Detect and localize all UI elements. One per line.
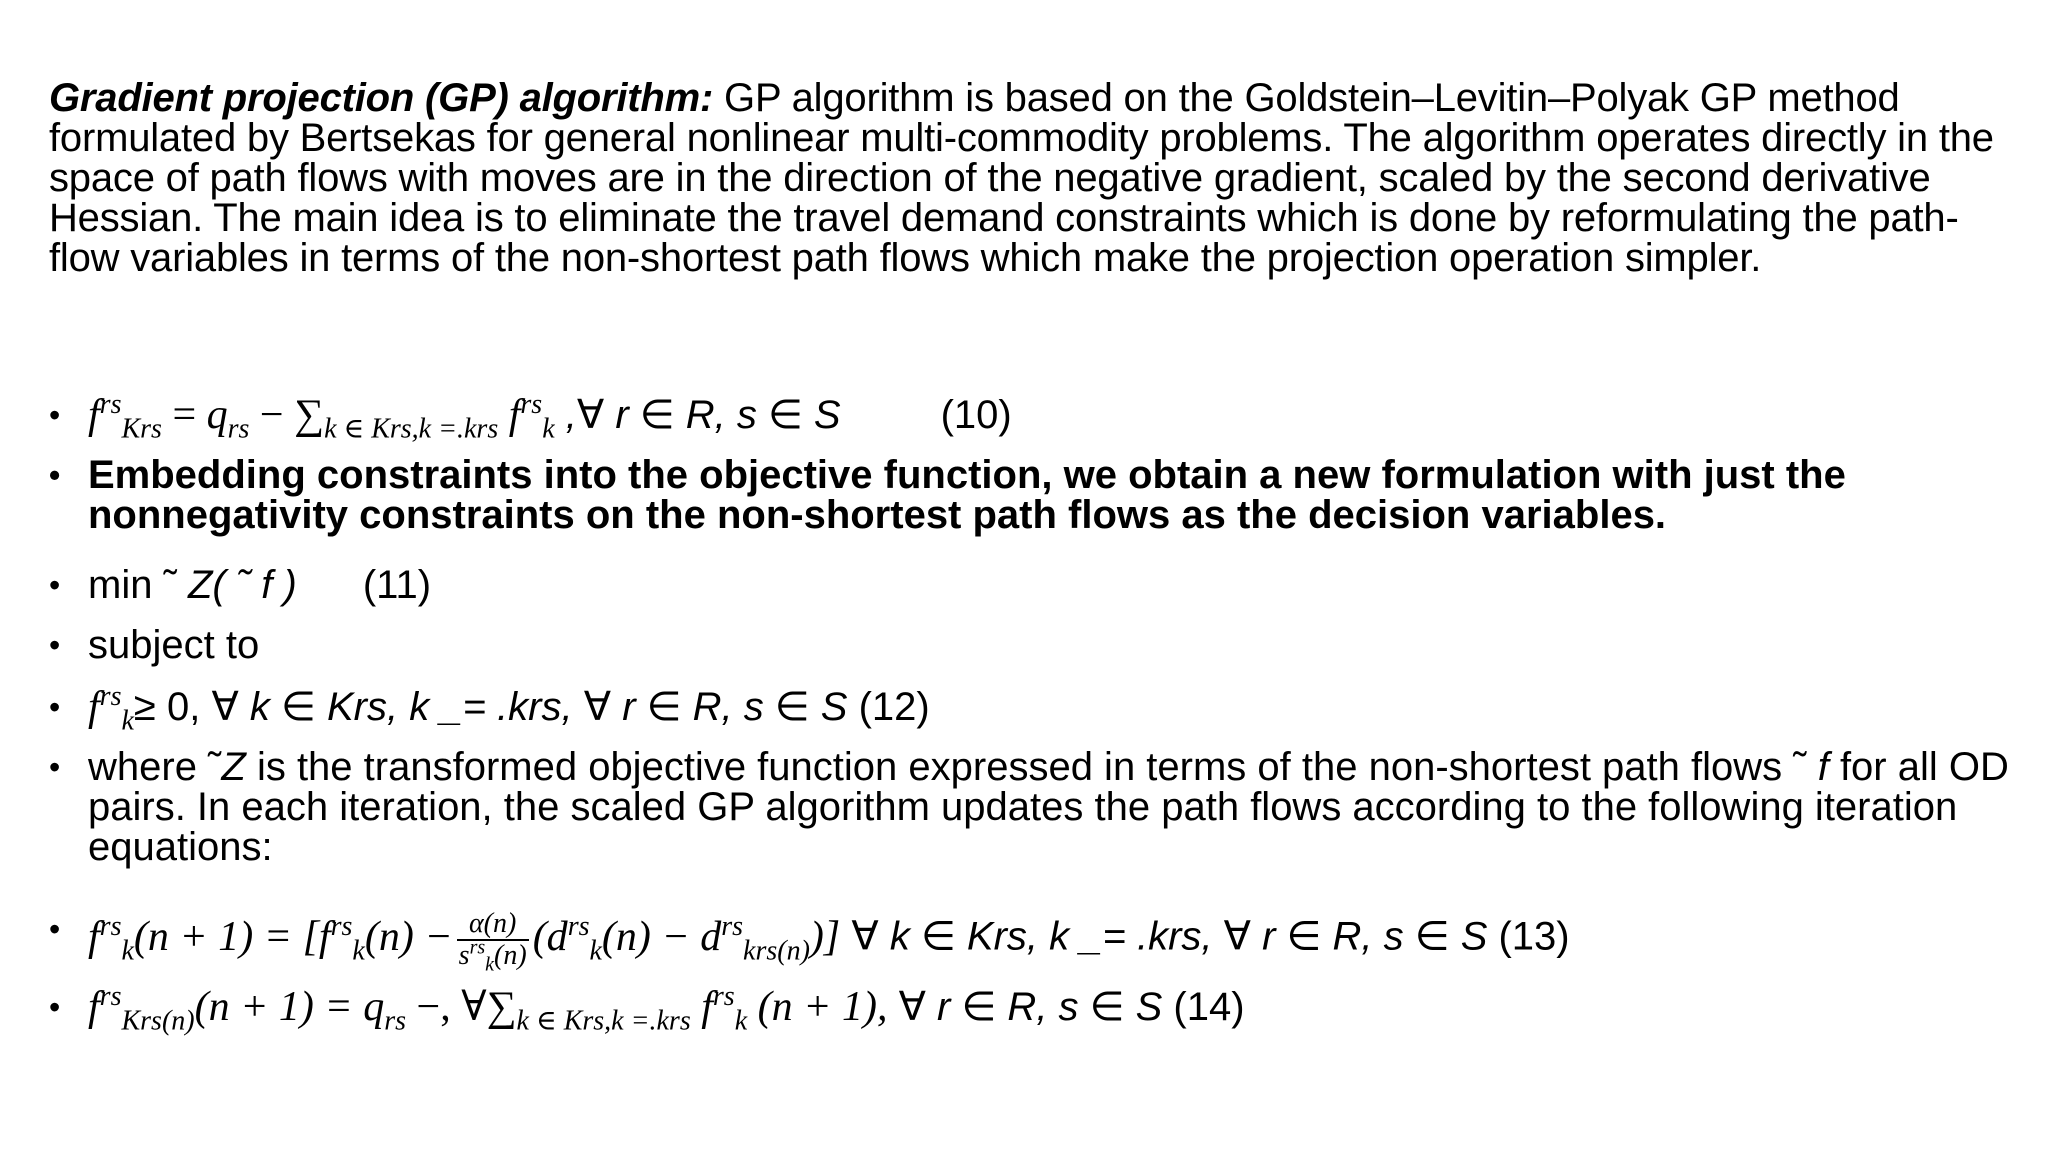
embedding-text: Embedding constraints into the objective function, we obtain a new formulation with just the nonnegativity constraints on the non-shortest path flows as the decision variables. <box>88 453 1846 537</box>
step-size-fraction: $\frac{\alpha(n)}{s^{rs}_k(n)}$ <box>458 908 527 976</box>
equation-13-condition: ∀ k ∈ Krs, k _= .krs, ∀ r ∈ R, s ∈ S <box>840 914 1488 959</box>
where-text-3: for all OD pairs. In each iteration, the scaled GP algorithm updates the path flows according to the following iteration equations: <box>88 745 2009 869</box>
bullet-dot: • <box>49 689 61 725</box>
equation-14-condition: ∀ r ∈ R, s ∈ S <box>887 985 1163 1029</box>
bullet-dot: • <box>49 397 61 433</box>
equation-11-number: (11) <box>362 563 432 607</box>
where-text-1: where ˜ <box>88 745 222 789</box>
subject-to-text: subject to <box>88 623 260 667</box>
where-text-2: is the transformed objective function expressed in terms of the non-shortest path flows ˜ <box>245 745 1818 789</box>
equation-11: Z( ˜ f ) <box>188 563 297 607</box>
bullet-subject-to <box>49 625 2009 665</box>
bullet-dot: • <box>49 567 61 603</box>
bullet-eq-10 <box>49 389 2009 445</box>
equation-14: $f^{rs}_{Krs(n)}(n + 1) = q_{rs}$ −, $\forall\sum_{k \in Krs,k =.krs}$ $f^{rs}_k$ (n + 1), <box>88 981 888 1037</box>
bullet-embedding <box>49 455 2009 535</box>
equation-13-number: (13) <box>1487 914 1570 959</box>
bullet-eq-13 <box>49 908 2009 976</box>
bullet-eq-14 <box>49 981 2009 1037</box>
bullet-dot: • <box>49 457 61 493</box>
intro-paragraph <box>49 78 2009 278</box>
equation-10: $f^{rs}_{Krs} = q_{rs} - \sum_{k \in Krs,k =.krs}$ $f^{rs}_k$ <box>88 389 555 445</box>
min-label: min ˜ <box>88 563 188 607</box>
intro-body: GP algorithm is based on the Goldstein–Levitin–Polyak GP method formulated by Bertsekas for general nonlinear multi-commodity problems. The algorithm operates directly in the space of path flows with moves are in the direction of the negative gradient, scaled by the second derivative Hessian. The main idea is to eliminate the travel demand constraints which is done by reformulating the path-flow variables in terms of the non-shortest path flows which make the projection operation simpler. <box>49 76 1994 280</box>
bullet-dot: • <box>49 989 61 1025</box>
equation-10-condition: ,∀ r ∈ R, s ∈ S <box>554 393 841 437</box>
where-z: Z <box>221 745 246 789</box>
equation-10-number: (10) <box>940 393 1012 437</box>
equation-13: $f^{rs}_k(n + 1) = [f^{rs}_k(n)$ − $\frac{\alpha(n)}{s^{rs}_k(n)}$ $(d^{rs}_k(n) - d^{rs}_{krs(n)})$] <box>88 908 841 976</box>
bullet-eq-11 <box>49 565 2009 605</box>
bullet-dot: • <box>49 749 61 785</box>
bullet-dot: • <box>49 911 61 947</box>
equation-12-condition: k ∈ Krs, k _= .krs, ∀ r ∈ R, s ∈ S <box>249 685 848 729</box>
bullet-eq-12 <box>49 681 2009 737</box>
equation-12-lhs: $f^{rs}_k$ <box>88 681 134 737</box>
intro-lead: Gradient projection (GP) algorithm: <box>49 76 714 120</box>
equation-14-number: (14) <box>1162 985 1245 1029</box>
equation-12-ge: ≥ 0, ∀ <box>133 685 250 729</box>
bullet-dot: • <box>49 627 61 663</box>
equation-12-number: (12) <box>847 685 930 729</box>
where-f: f <box>1817 745 1829 789</box>
bullet-where <box>49 747 2009 867</box>
